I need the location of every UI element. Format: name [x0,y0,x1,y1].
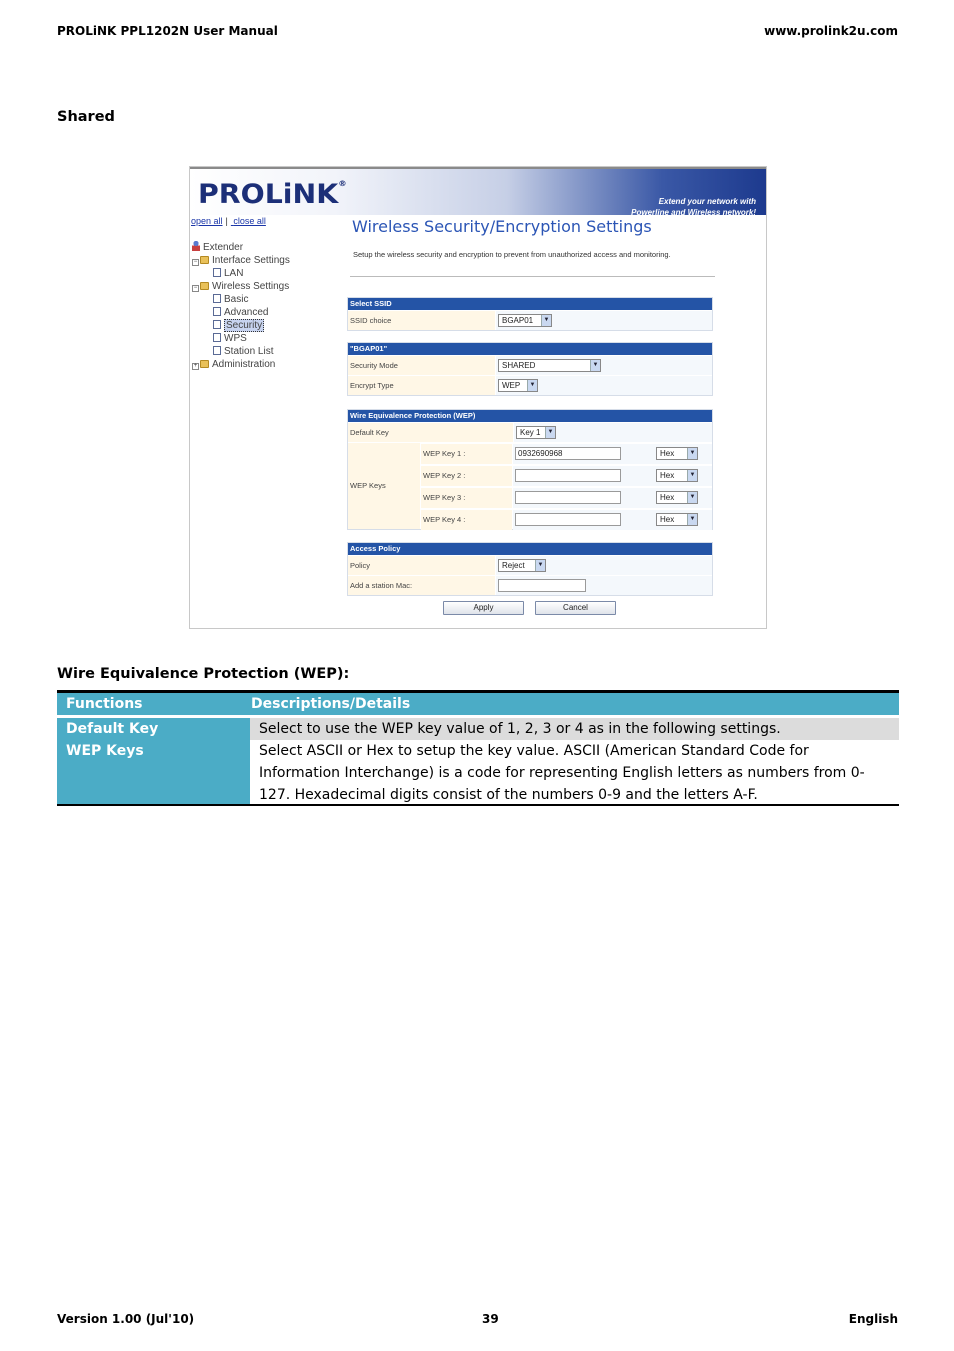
folder-icon [200,256,209,264]
encrypt-type-select[interactable]: WEP ▼ [498,379,538,392]
tree-interface-settings[interactable]: − Interface Settings [193,255,290,266]
slogan: Extend your network with Powerline and Wireless network! [631,197,756,217]
tree-wireless-settings[interactable]: − Wireless Settings [193,281,290,292]
row-description: Select to use the WEP key value of 1, 2, 3 or 4 as in the following settings. [250,718,899,740]
block-header: Select SSID [348,298,712,310]
row-function: WEP Keys [57,740,250,804]
tree-security[interactable]: Security [213,319,264,332]
wep-block [347,409,713,530]
chevron-down-icon: ▼ [687,514,697,525]
add-mac-input[interactable] [498,579,586,592]
footer-language: English [848,1312,898,1326]
page-icon [213,294,221,303]
tree-administration[interactable]: + Administration [193,359,276,370]
policy-select[interactable]: Reject ▼ [498,559,546,572]
website-url: www.prolink2u.com [764,24,898,38]
wep-key-3-label: WEP Key 3 : [421,488,512,508]
encrypt-type-label: Encrypt Type [348,376,495,395]
minus-icon[interactable]: − [193,259,198,265]
select-ssid-block [347,297,713,331]
banner [190,167,766,215]
chevron-down-icon: ▼ [687,470,697,481]
wep-key-4-label: WEP Key 4 : [421,510,512,530]
policy-label: Policy [348,556,495,575]
tree-lan[interactable]: LAN [213,267,243,280]
wep-key-1-label: WEP Key 1 : [421,444,512,464]
block-header: Access Policy [348,543,712,555]
chevron-down-icon: ▼ [687,492,697,503]
user-icon [192,241,200,251]
wep-key-2-format-select[interactable]: Hex ▼ [656,469,698,482]
chevron-down-icon: ▼ [687,448,697,459]
row-description: Select ASCII or Hex to setup the key value. ASCII (American Standard Code for Information Interchange) is a code for representing English letters as numbers from 0-127. Hexadecimal digits consist of the numbers 0-9 and the letters A-F. [259,743,865,803]
page-icon [213,307,221,316]
security-mode-label: Security Mode [348,356,495,375]
wep-key-4-input[interactable] [515,513,621,526]
plus-icon[interactable]: + [193,363,198,369]
access-policy-block [347,542,713,596]
section-title-shared: Shared [57,109,115,125]
wep-key-2-input[interactable] [515,469,621,482]
tree-basic[interactable]: Basic [213,293,248,306]
page-icon [213,268,221,277]
header-descriptions: Descriptions/Details [250,693,899,715]
router-screenshot [189,166,767,629]
table-row [57,718,899,740]
default-key-select[interactable]: Key 1 ▼ [516,426,556,439]
ssid-choice-select[interactable]: BGAP01 ▼ [498,314,552,327]
footer-version: Version 1.00 (Jul'10) [57,1312,195,1326]
page-icon [213,320,221,329]
page-number: 39 [482,1312,499,1326]
section-title-wep: Wire Equivalence Protection (WEP): [57,666,350,682]
wep-key-1-input[interactable]: 0932690968 [515,447,621,460]
folder-icon [200,282,209,290]
block-header: "BGAP01" [348,343,712,355]
wep-keys-label: WEP Keys [348,443,420,529]
tree-controls: open all | close all [191,216,266,226]
divider [350,276,715,277]
ssid-choice-label: SSID choice [348,311,495,330]
wep-table [57,690,899,806]
header-functions: Functions [57,693,250,715]
open-all-link[interactable]: open all [191,216,223,226]
page-description: Setup the wireless security and encryption to prevent from unauthorized access and monitoring. [353,250,671,259]
close-all-link[interactable]: close all [233,216,266,226]
page-heading: Wireless Security/Encryption Settings [352,217,652,236]
ssid-security-block [347,342,713,396]
folder-icon [200,360,209,368]
security-mode-select[interactable]: SHARED ▼ [498,359,601,372]
tree-wps[interactable]: WPS [213,332,247,345]
page-icon [213,333,221,342]
table-header [57,693,899,715]
default-key-label: Default Key [348,423,513,442]
prolink-logo: PROLiNK® [198,179,347,210]
add-mac-label: Add a station Mac: [348,576,495,595]
tree-station-list[interactable]: Station List [213,345,273,358]
wep-key-4-format-select[interactable]: Hex ▼ [656,513,698,526]
chevron-down-icon: ▼ [527,380,537,391]
wep-key-3-input[interactable] [515,491,621,504]
wep-key-2-label: WEP Key 2 : [421,466,512,486]
row-function: Default Key [57,718,250,740]
tree-advanced[interactable]: Advanced [213,306,268,319]
apply-button[interactable]: Apply [443,601,524,615]
wep-key-3-format-select[interactable]: Hex ▼ [656,491,698,504]
manual-title: PROLiNK PPL1202N User Manual [57,24,278,38]
chevron-down-icon: ▼ [545,427,555,438]
chevron-down-icon: ▼ [541,315,551,326]
wep-key-1-format-select[interactable]: Hex ▼ [656,447,698,460]
chevron-down-icon: ▼ [590,360,600,371]
block-header: Wire Equivalence Protection (WEP) [348,410,712,422]
cancel-button[interactable]: Cancel [535,601,616,615]
page-icon [213,346,221,355]
minus-icon[interactable]: − [193,285,198,291]
tree-extender[interactable]: Extender [192,241,243,254]
chevron-down-icon: ▼ [535,560,545,571]
table-row [57,740,899,804]
